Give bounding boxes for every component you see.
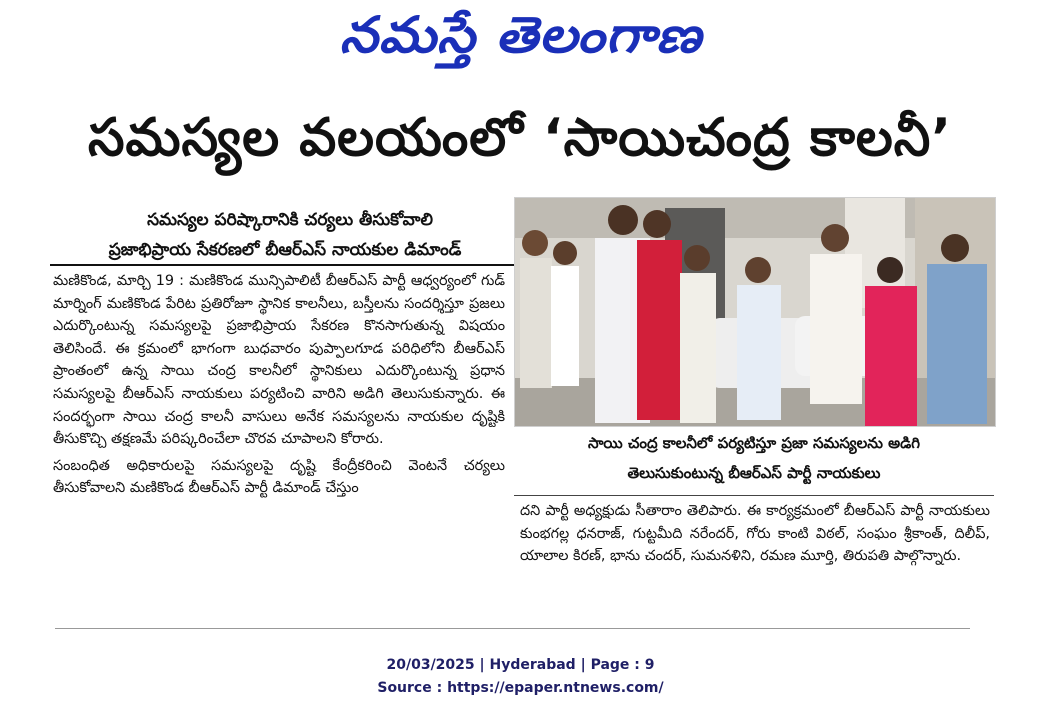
article-subheading-1: సమస్యల పరిష్కారానికి చర్యలు తీసుకోవాలి: [147, 210, 433, 230]
newspaper-masthead: [0, 2, 1041, 72]
footer-date-edition: 20/03/2025 | Hyderabad | Page : 9: [386, 657, 655, 673]
photo-caption-line-1: సాయి చంద్ర కాలనీలో పర్యటిస్తూ ప్రజా సమస్యలను అడిగి: [587, 434, 921, 452]
article-paragraph-2: సంబంధిత అధికారులపై సమస్యలపై దృష్టి కేంద్రీకరించి వెంటనే చర్యలు తీసుకోవాలని మణికొండ బీఆర్ఎస్ పార్టీ డిమాండ్ చేస్తుం: [53, 457, 505, 497]
article-body: [53, 270, 505, 606]
photo-caption-line-2: తెలుసుకుంటున్న బీఆర్ఎస్ పార్టీ నాయకులు: [627, 464, 881, 482]
news-photo: [514, 197, 996, 427]
footer-source: Source : https://epaper.ntnews.com/: [377, 680, 664, 696]
article-headline: సమస్యల వలయంలో ‘సాయిచంద్ర కాలనీ’: [87, 108, 953, 168]
masthead-title: నమస్తే తెలంగాణ: [339, 5, 702, 64]
article-subheading-2: ప్రజాభిప్రాయ సేకరణలో బీఆర్ఎస్ నాయకుల డిమాండ్: [50, 236, 520, 266]
footer-divider: [55, 628, 970, 629]
photo-caption: [514, 428, 994, 488]
news-photo-illustration: [515, 198, 995, 426]
article-body-continued: దని పార్టీ అధ్యక్షుడు సీతారాం తెలిపారు. ఈ కార్యక్రమంలో బీఆర్ఎస్ పార్టీ నాయకులు కుంభగల్ల ధనరాజ్, గుట్టమీది నరేందర్, గోరు కాంటి విఠల్, సంఘం శ్రీకాంత్, దిలీప్, యాలాల కిరణ్, భాను చందర్, సుమనళిని, రమణ మూర్తి, తిరుపతి పాల్గొన్నారు.: [520, 503, 990, 565]
caption-divider: [514, 495, 994, 496]
article-paragraph-1: మణికొండ, మార్చి 19 : మణికొండ మున్సిపాలిటీ బీఆర్ఎస్ పార్టీ ఆధ్వర్యంలో గుడ్ మార్నింగ్ మణికొండ పేరిట ప్రతిరోజూ స్థానిక కాలనీలు, బస్తీలను సందర్శిస్తూ ప్రజలు ఎదుర్కొంటున్న సమస్యలపై ప్రజాభిప్రాయ సేకరణ కొనసాగుతున్న విషయం తెలిసిందే. ఈ క్రమంలో భాగంగా బుధవారం పుప్పాలగూడ పరిధిలోని బీఆర్ఎస్ ప్రాంతంలో ఉన్న సాయి చంద్ర కాలనీలో స్థానికులు ఎదుర్కొంటున్న ప్రధాన సమస్యలపై బీఆర్ఎస్ నాయకులు పర్యటించి వారిని అడిగి తెలుసుకున్నారు. ఈ సందర్భంగా సాయి చంద్ర కాలనీ వాసులు అనేక సమస్యలను నాయకుల దృష్టికి తీసుకొచ్చి తక్షణమే పరిష్కరించేలా చొరవ చూపాలని కోరారు.: [53, 273, 505, 448]
